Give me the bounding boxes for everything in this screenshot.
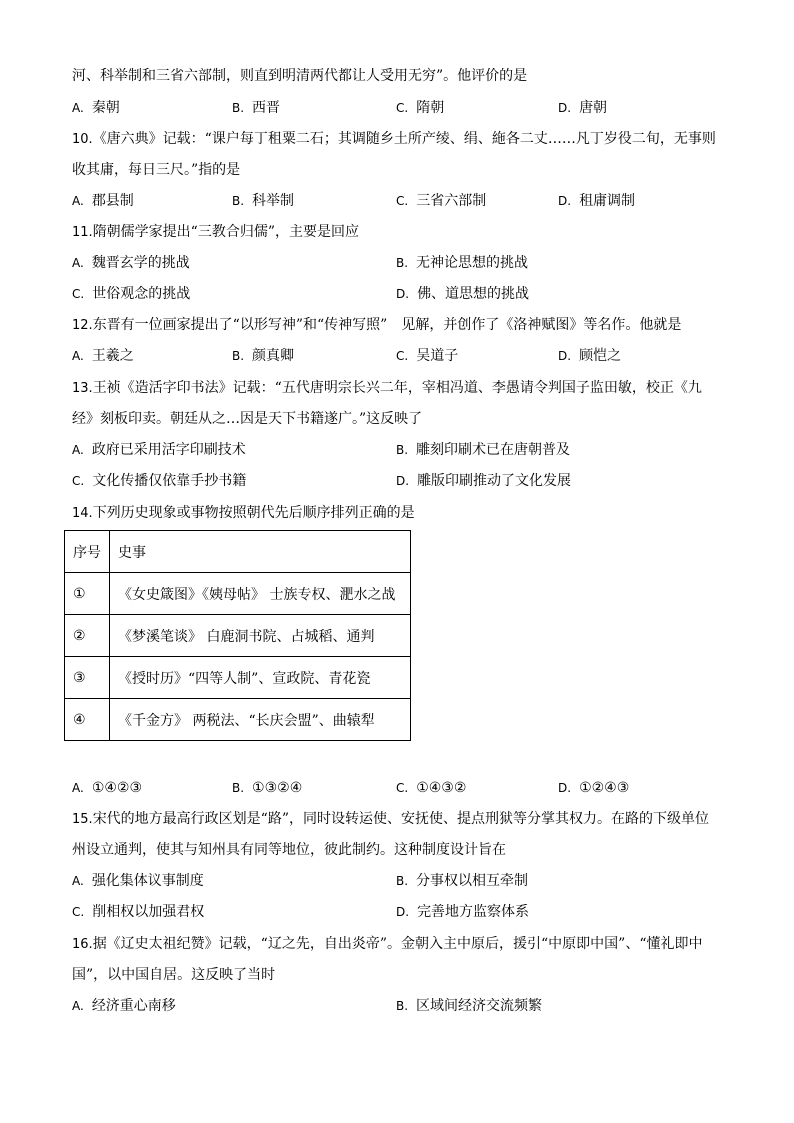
q13-number: 13.	[72, 381, 93, 396]
table-cell-event: 《梦溪笔谈》 白鹿洞书院、占城稻、通判	[110, 615, 411, 657]
q13-stem-line1: 13.王祯《造活字印书法》记载：“五代唐明宗长兴二年，宰相冯道、李愚请令判国子监田敏，校正《九	[72, 380, 702, 396]
q16-option-b[interactable]: B. 区域间经济交流频繁	[396, 998, 543, 1014]
q16-stem-line1: 16.据《辽史太祖纪赞》记载，“辽之先，自出炎帝”。金朝入主中原后，援引“中原即中国”、“懂礼即中	[72, 936, 703, 952]
q11-option-c[interactable]: C. 世俗观念的挑战	[72, 286, 191, 302]
q16-number: 16.	[72, 937, 93, 952]
q15-stem-line2: 州设立通判，使其与知州具有同等地位，彼此制约。这种制度设计旨在	[72, 842, 506, 858]
q11-number: 11.	[72, 225, 93, 240]
q15-option-c[interactable]: C. 削相权以加强君权	[72, 904, 205, 920]
table-cell-index: ③	[65, 657, 110, 699]
table-cell-event: 《授时历》“四等人制”、宣政院、青花瓷	[110, 657, 411, 699]
table-row	[65, 699, 411, 741]
q15-option-d[interactable]: D. 完善地方监察体系	[396, 904, 530, 920]
q9-option-b[interactable]: B. 西晋	[232, 100, 281, 116]
q16-option-a[interactable]: A. 经济重心南移	[72, 998, 176, 1014]
q9-stem-text: 河、科举制和三省六部制，则直到明清两代都让人受用无穷”。他评价的是	[72, 68, 528, 84]
table-cell-index: ②	[65, 615, 110, 657]
q12-options	[72, 346, 722, 366]
q13-option-c[interactable]: C. 文化传播仅依靠手抄书籍	[72, 473, 247, 489]
q11-option-b[interactable]: B. 无神论思想的挑战	[396, 255, 529, 271]
table-row	[65, 657, 411, 699]
q10-stem-line2: 收其庸，每日三尺。”指的是	[72, 162, 241, 178]
q16-options-row1	[72, 996, 722, 1016]
q9-stem	[72, 66, 722, 86]
q10-number: 10.	[72, 132, 93, 147]
q11-option-d[interactable]: D. 佛、道思想的挑战	[396, 286, 530, 302]
q14-history-table	[64, 530, 411, 741]
q10-options	[72, 191, 722, 211]
q13-options-row2	[72, 471, 722, 491]
q12-option-b[interactable]: B. 颜真卿	[232, 348, 295, 364]
table-header-row	[65, 531, 411, 573]
q14-option-d[interactable]: D. ①②④③	[558, 780, 630, 796]
table-cell-index: ①	[65, 573, 110, 615]
table-row	[65, 615, 411, 657]
q14-option-b[interactable]: B. ①③②④	[232, 780, 303, 796]
q9-options	[72, 98, 722, 118]
q11-options-row1	[72, 253, 722, 273]
q12-option-a[interactable]: A. 王羲之	[72, 348, 134, 364]
q10-option-a[interactable]: A. 郡县制	[72, 193, 134, 209]
q14-option-a[interactable]: A. ①④②③	[72, 780, 143, 796]
q10-option-d[interactable]: D. 租庸调制	[558, 193, 636, 209]
table-cell-event: 《女史箴图》《姨母帖》 士族专权、淝水之战	[110, 573, 411, 615]
q14-stem: 14.下列历史现象或事物按照朝代先后顺序排列正确的是	[72, 505, 415, 521]
table-cell-index: ④	[65, 699, 110, 741]
table-row	[65, 573, 411, 615]
q10-option-b[interactable]: B. 科举制	[232, 193, 295, 209]
q13-stem-line2: 经》刻板印卖。朝廷从之…因是天下书籍遂广。”这反映了	[72, 411, 423, 427]
q13-option-d[interactable]: D. 雕版印刷推动了文化发展	[396, 473, 572, 489]
q12-stem: 12.东晋有一位画家提出了“以形写神”和“传神写照” 见解，并创作了《洛神赋图》等名作。他就是	[72, 317, 682, 333]
q9-option-d[interactable]: D. 唐朝	[558, 100, 608, 116]
table-header-cell: 序号	[65, 531, 110, 573]
q9-option-a[interactable]: A. 秦朝	[72, 100, 120, 116]
table-cell-event: 《千金方》 两税法、“长庆会盟”、曲辕犁	[110, 699, 411, 741]
q14-options	[72, 778, 722, 798]
q15-option-a[interactable]: A. 强化集体议事制度	[72, 873, 204, 889]
q16-stem-line2: 国”，以中国自居。这反映了当时	[72, 967, 276, 983]
q11-option-a[interactable]: A. 魏晋玄学的挑战	[72, 255, 190, 271]
q10-stem-line1: 10.《唐六典》记载：“课户每丁租粟二石；其调随乡土所产绫、绢、絁各二丈……凡丁岁役二旬，无事则	[72, 131, 716, 147]
q15-stem-line1: 15.宋代的地方最高行政区划是“路”，同时设转运使、安抚使、提点刑狱等分掌其权力。在路的下级单位	[72, 811, 709, 827]
q12-number: 12.	[72, 318, 93, 333]
q15-number: 15.	[72, 812, 93, 827]
q12-option-c[interactable]: C. 吴道子	[396, 348, 459, 364]
q14-option-c[interactable]: C. ①④③②	[396, 780, 467, 796]
q13-option-a[interactable]: A. 政府已采用活字印刷技术	[72, 442, 246, 458]
q11-stem: 11.隋朝儒学家提出“三教合归儒”，主要是回应	[72, 224, 360, 240]
q10-option-c[interactable]: C. 三省六部制	[396, 193, 487, 209]
q13-options-row1	[72, 440, 722, 460]
q11-options-row2	[72, 284, 722, 304]
q13-option-b[interactable]: B. 雕刻印刷术已在唐朝普及	[396, 442, 571, 458]
q12-option-d[interactable]: D. 顾恺之	[558, 348, 622, 364]
q14-number: 14.	[72, 506, 93, 521]
q15-options-row2	[72, 902, 722, 922]
q15-options-row1	[72, 871, 722, 891]
q15-option-b[interactable]: B. 分事权以相互牵制	[396, 873, 529, 889]
q9-option-c[interactable]: C. 隋朝	[396, 100, 445, 116]
table-header-cell: 史事	[110, 531, 411, 573]
